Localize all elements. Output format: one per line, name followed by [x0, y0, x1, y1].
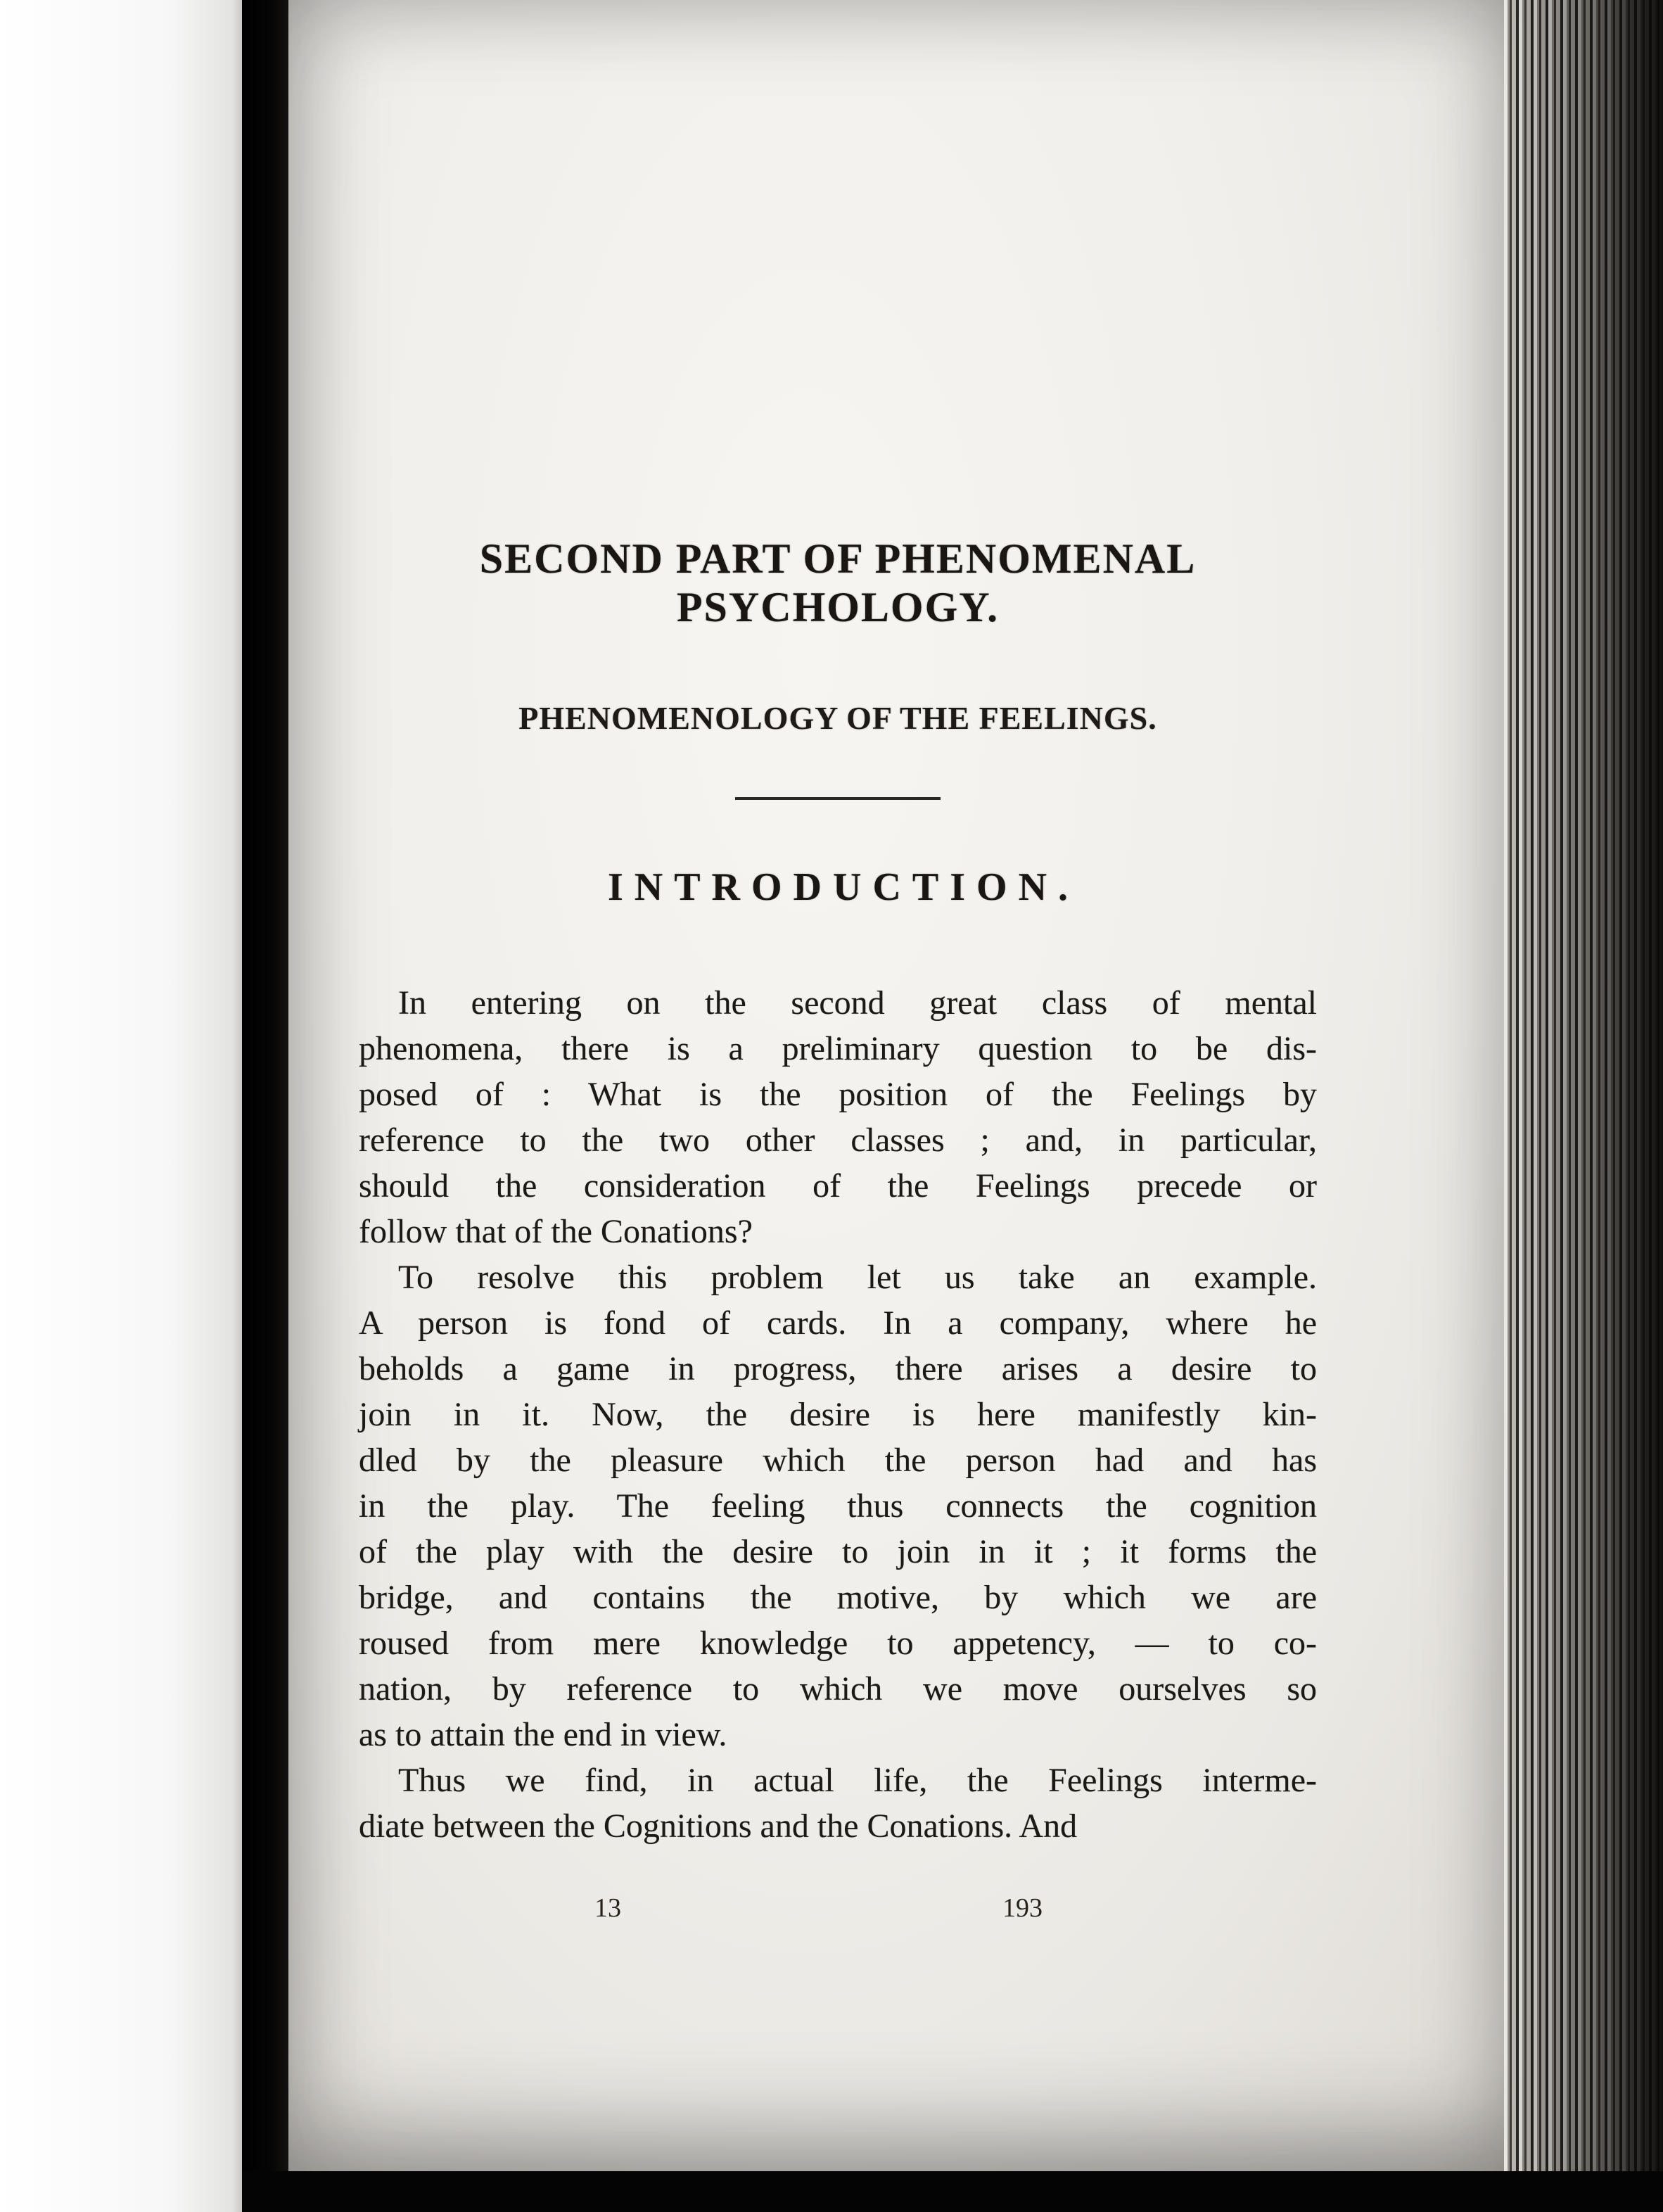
signature-mark: 13 [594, 1893, 621, 1923]
scan-left-margin [0, 0, 242, 2212]
chapter-heading: INTRODUCTION. [607, 865, 1080, 909]
paragraph [359, 1254, 1317, 1757]
text-line: bridge, and contains the motive, by which we are [359, 1579, 1317, 1616]
text-line: follow that of the Conations? [359, 1213, 753, 1250]
book-gutter-shadow [242, 0, 288, 2212]
text-line: Thus we find, in actual life, the Feelings interme- [398, 1762, 1317, 1799]
text-column [359, 0, 1317, 1935]
text-line: diate between the Cognitions and the Conations. And [359, 1807, 1078, 1845]
text-line: reference to the two other classes ; and, in particular, [359, 1121, 1317, 1159]
text-line: should the consideration of the Feelings precede or [359, 1167, 1317, 1204]
scan-bottom-edge [242, 2171, 1663, 2212]
text-line: A person is fond of cards. In a company, where he [359, 1304, 1317, 1342]
book-page [288, 0, 1527, 2171]
text-line: of the play with the desire to join in it ; it forms the [359, 1533, 1317, 1570]
text-line: phenomena, there is a preliminary question to be dis- [359, 1030, 1317, 1067]
page-footer [359, 1893, 1317, 1935]
text-line: in the play. The feeling thus connects the cognition [359, 1487, 1317, 1525]
text-line: join in it. Now, the desire is here manifestly kin- [359, 1396, 1317, 1433]
text-line: roused from mere knowledge to appetency, — to co- [359, 1625, 1317, 1662]
text-line: posed of : What is the position of the Feelings by [359, 1076, 1317, 1113]
text-line: beholds a game in progress, there arises a desire to [359, 1350, 1317, 1387]
text-line: dled by the pleasure which the person had and has [359, 1442, 1317, 1479]
page-edges [1504, 0, 1663, 2212]
page-number: 193 [1002, 1893, 1043, 1923]
text-line: In entering on the second great class of mental [398, 984, 1317, 1022]
divider-rule [735, 797, 941, 800]
section-title: PHENOMENOLOGY OF THE FEELINGS. [518, 700, 1157, 736]
body-text [359, 980, 1317, 1849]
paragraph [359, 980, 1317, 1254]
part-title: SECOND PART OF PHENOMENAL PSYCHOLOGY. [479, 535, 1197, 630]
text-line: nation, by reference to which we move ourselves so [359, 1670, 1317, 1708]
text-line: as to attain the end in view. [359, 1716, 727, 1753]
text-line: To resolve this problem let us take an example. [398, 1259, 1317, 1296]
paragraph [359, 1757, 1317, 1849]
